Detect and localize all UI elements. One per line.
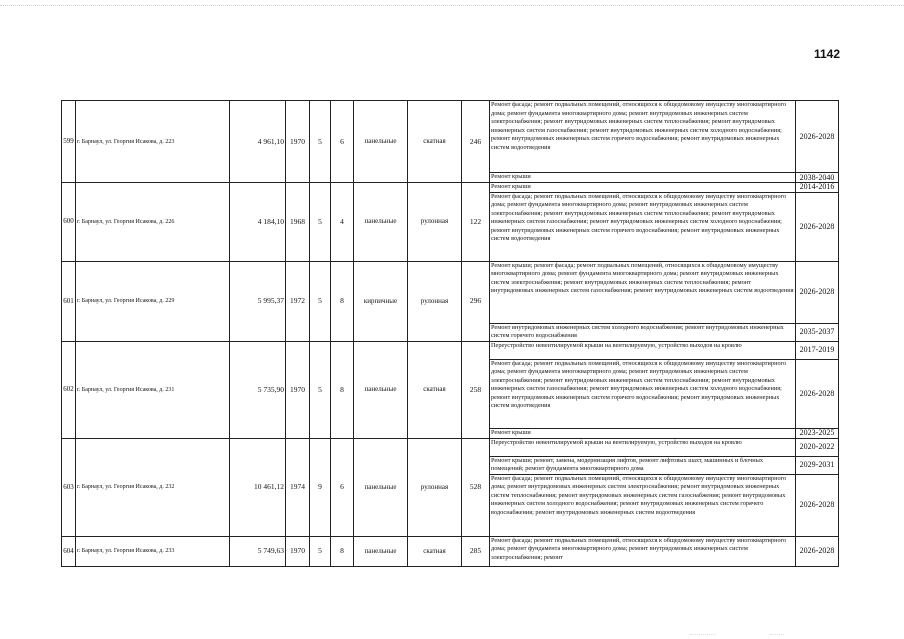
period-cell: 2017-2019 [796, 341, 839, 359]
table-row [62, 536, 839, 566]
area-cell: 4 184,10 [230, 183, 286, 262]
scan-mark [690, 634, 716, 635]
wall-material-cell: панельные [354, 183, 408, 262]
period-cell: 2020-2022 [796, 438, 839, 456]
period-cell: 2026-2028 [796, 359, 839, 428]
year-cell: 1970 [286, 536, 310, 566]
address-cell: г. Барнаул, ул. Георгия Исакова, д. 232 [76, 438, 230, 536]
period-cell: 2026-2028 [796, 474, 839, 536]
row-number: 601 [62, 261, 76, 341]
page-number: 1142 [814, 47, 841, 61]
period-cell: 2029-2031 [796, 456, 839, 474]
table-row [62, 341, 839, 359]
capital-repair-table [61, 100, 839, 567]
roof-type-cell: скатная [408, 341, 462, 438]
entrances-cell: 4 [331, 183, 354, 262]
residents-cell: 296 [462, 261, 490, 341]
roof-type-cell: рулонная [408, 438, 462, 536]
address-cell: г. Барнаул, ул. Георгия Исакова, д. 226 [76, 183, 230, 262]
work-description-cell: Переустройство невентилируемой крыши на вентилируемую, устройство выходов на кровлю [490, 341, 796, 359]
address-cell: г. Барнаул, ул. Георгия Исакова, д. 223 [76, 101, 230, 183]
wall-material-cell: панельные [354, 101, 408, 183]
area-cell: 10 461,12 [230, 438, 286, 536]
entrances-cell: 6 [331, 438, 354, 536]
row-number: 603 [62, 438, 76, 536]
table-row [62, 438, 839, 456]
work-description-cell: Ремонт крыши; ремонт фасада; ремонт подвальных помещений, относящихся к общедомовому имуществу многоквартирного дома; ремонт фундамента многоквартирного дома; ремонт внутридомовых инженерных систем электроснабжения; ремонт внутридомовых инженерных систем теплоснабжения; ремонт внутридомовых инженерных систем газоснабжения; ремонт внутридомовых инженерных систем водоотведения [490, 261, 796, 323]
residents-cell: 285 [462, 536, 490, 566]
table-row [62, 261, 839, 323]
area-cell: 5 735,90 [230, 341, 286, 438]
area-cell: 5 995,37 [230, 261, 286, 341]
row-number: 604 [62, 536, 76, 566]
work-description-cell: Ремонт фасада; ремонт подвальных помещений, относящихся к общедомовому имуществу многоквартирного дома; ремонт фундамента многоквартирного дома; ремонт внутридомовых инженерных систем электроснабжения; ремонт [490, 536, 796, 566]
work-description-cell: Ремонт фасада; ремонт подвальных помещений, относящихся к общедомовому имуществу многоквартирного дома; ремонт фундамента многоквартирного дома; ремонт внутридомовых инженерных систем электроснабжения; ремонт внутридомовых инженерных систем теплоснабжения; ремонт внутридомовых инженерных систем газоснабжения; ремонт внутридомовых инженерных систем холодного водоснабжения; ремонт внутридомовых инженерных систем горячего водоснабжения; ремонт внутридомовых инженерных систем водоотведения [490, 101, 796, 173]
work-description-cell: Ремонт фасада; ремонт подвальных помещений, относящихся к общедомовому имуществу многоквартирного дома; ремонт фундамента многоквартирного дома; ремонт внутридомовых инженерных систем электроснабжения; ремонт внутридомовых инженерных систем теплоснабжения; ремонт внутридомовых инженерных систем газоснабжения; ремонт внутридомовых инженерных систем холодного водоснабжения; ремонт внутридомовых инженерных систем горячего водоснабжения; ремонт внутридомовых инженерных систем водоотведения [490, 359, 796, 428]
year-cell: 1974 [286, 438, 310, 536]
period-cell: 2035-2037 [796, 323, 839, 341]
floors-cell: 5 [310, 536, 331, 566]
period-cell: 2026-2028 [796, 101, 839, 173]
address-cell: г. Барнаул, ул. Георгия Исакова, д. 231 [76, 341, 230, 438]
work-description-cell: Ремонт крыши; ремонт, замена, модернизация лифтов, ремонт лифтовых шахт, машинных и блочных помещений; ремонт фундамента многоквартирного дома [490, 456, 796, 474]
period-cell: 2026-2028 [796, 261, 839, 323]
roof-type-cell: рулонная [408, 183, 462, 262]
residents-cell: 122 [462, 183, 490, 262]
residents-cell: 528 [462, 438, 490, 536]
floors-cell: 5 [310, 341, 331, 438]
work-description-cell: Ремонт крыши [490, 428, 796, 438]
area-cell: 4 961,10 [230, 101, 286, 183]
address-cell: г. Барнаул, ул. Георгия Исакова, д. 233 [76, 536, 230, 566]
table-row [62, 183, 839, 193]
period-cell: 2023-2025 [796, 428, 839, 438]
row-number: 599 [62, 101, 76, 183]
residents-cell: 258 [462, 341, 490, 438]
entrances-cell: 6 [331, 101, 354, 183]
roof-type-cell: скатная [408, 101, 462, 183]
year-cell: 1970 [286, 341, 310, 438]
scan-edge-line [0, 5, 904, 6]
year-cell: 1970 [286, 101, 310, 183]
floors-cell: 5 [310, 261, 331, 341]
work-description-cell: Ремонт крыши [490, 173, 796, 183]
work-description-cell: Переустройство невентилируемой крыши на вентилируемую, устройство выходов на кровлю [490, 438, 796, 456]
roof-type-cell: рулонная [408, 261, 462, 341]
wall-material-cell: панельные [354, 341, 408, 438]
area-cell: 5 749,63 [230, 536, 286, 566]
work-description-cell: Ремонт крыши [490, 183, 796, 193]
row-number: 602 [62, 341, 76, 438]
roof-type-cell: скатная [408, 536, 462, 566]
wall-material-cell: панельные [354, 536, 408, 566]
work-description-cell: Ремонт внутридомовых инженерных систем холодного водоснабжения; ремонт внутридомовых инженерных систем горячего водоснабжения [490, 323, 796, 341]
address-cell: г. Барнаул, ул. Георгия Исакова, д. 229 [76, 261, 230, 341]
wall-material-cell: кирпичные [354, 261, 408, 341]
row-number: 600 [62, 183, 76, 262]
wall-material-cell: панельные [354, 438, 408, 536]
period-cell: 2014-2016 [796, 183, 839, 193]
floors-cell: 5 [310, 101, 331, 183]
entrances-cell: 8 [331, 341, 354, 438]
table-row [62, 101, 839, 173]
entrances-cell: 8 [331, 261, 354, 341]
residents-cell: 246 [462, 101, 490, 183]
floors-cell: 5 [310, 183, 331, 262]
floors-cell: 9 [310, 438, 331, 536]
entrances-cell: 8 [331, 536, 354, 566]
work-description-cell: Ремонт фасада; ремонт подвальных помещений, относящихся к общедомовому имуществу многоквартирного дома; ремонт фундамента многоквартирного дома; ремонт внутридомовых инженерных систем электроснабжения; ремонт внутридомовых инженерных систем теплоснабжения; ремонт внутридомовых инженерных систем газоснабжения; ремонт внутридомовых инженерных систем холодного водоснабжения; ремонт внутридомовых инженерных систем горячего водоснабжения; ремонт внутридомовых инженерных систем водоотведения [490, 192, 796, 261]
period-cell: 2026-2028 [796, 536, 839, 566]
year-cell: 1972 [286, 261, 310, 341]
period-cell: 2038-2040 [796, 173, 839, 183]
work-description-cell: Ремонт фасада; ремонт подвальных помещений, относящихся к общедомовому имуществу многоквартирного дома; ремонт внутридомовых инженерных систем электроснабжения; ремонт внутридомовых инженерных систем теплоснабжения; ремонт внутридомовых инженерных систем газоснабжения; ремонт внутридомовых инженерных систем холодного водоснабжения; ремонт внутридомовых инженерных систем горячего водоснабжения; ремонт внутридомовых инженерных систем водоотведения [490, 474, 796, 536]
period-cell: 2026-2028 [796, 192, 839, 261]
year-cell: 1968 [286, 183, 310, 262]
scan-mark [770, 634, 784, 635]
